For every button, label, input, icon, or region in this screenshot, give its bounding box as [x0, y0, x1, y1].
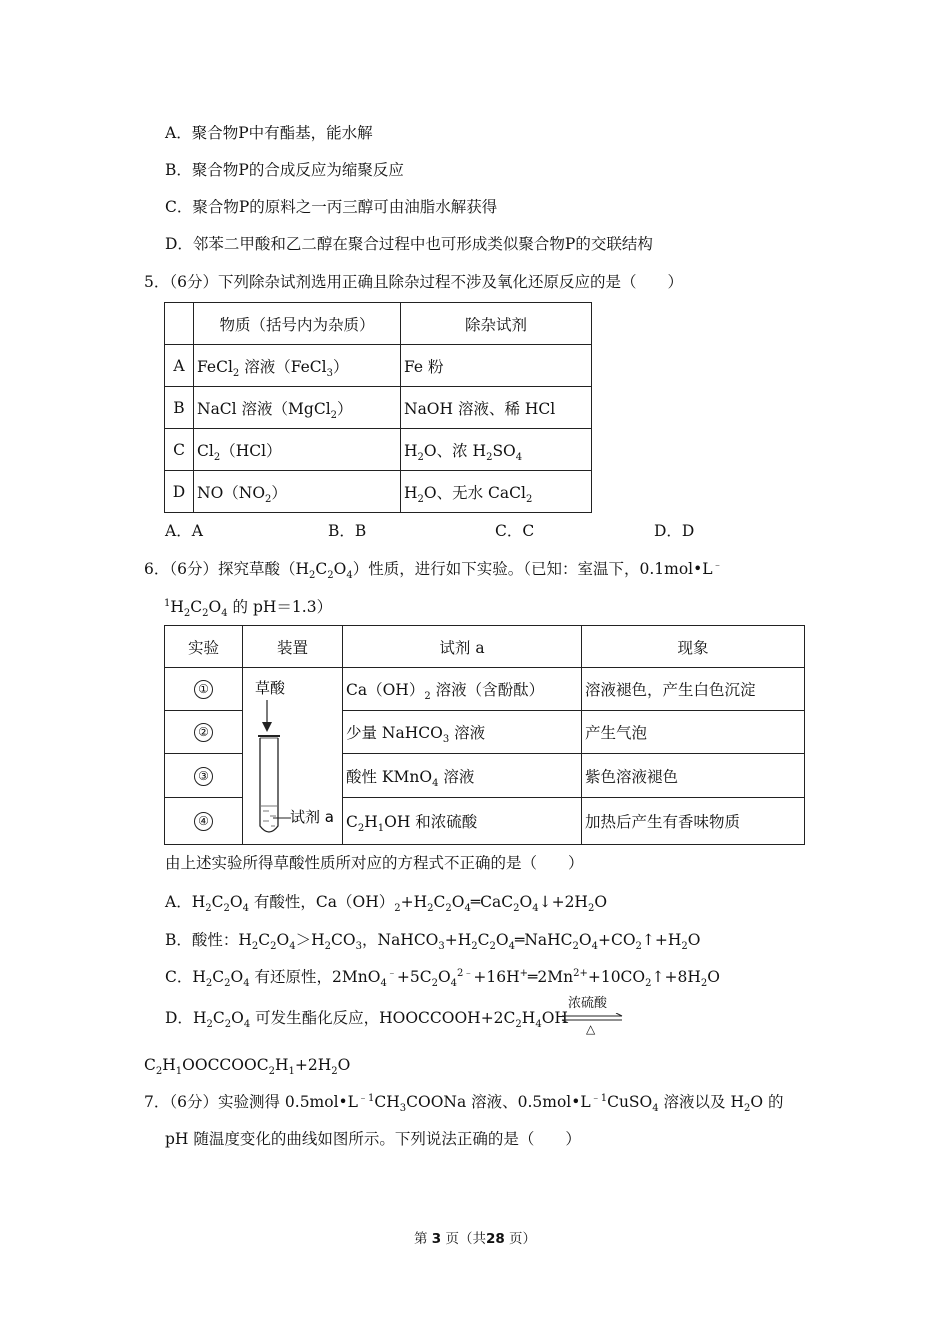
- q6-exp-number: ③: [194, 767, 213, 786]
- q6-reagent-2: 少量 NaHCO$_3$ 溶液: [343, 711, 582, 754]
- q5-table: [164, 302, 592, 513]
- q5-answer-c: C．C: [495, 522, 535, 540]
- q6-reagent-4: $C_2H_1OH$ 和浓硫酸: [343, 797, 582, 844]
- condition-conc-sulfuric: 浓硫酸: [568, 996, 608, 1011]
- q6-phenomenon-4: 加热后产生有香味物质: [582, 797, 805, 844]
- test-tube-apparatus: [243, 668, 341, 844]
- device-label-oxalic: 草酸: [255, 679, 286, 697]
- q6-option-d: D．$H_2C_2O_4$ 可发生酯化反应，$HOOCCOOH+2C_2H_4OH$: [165, 1009, 568, 1031]
- q5-answer-d: D．D: [654, 522, 695, 540]
- q5-answer-b: B．B: [328, 522, 367, 540]
- q6-stem-line2: $^1H_2C_2O_4$ 的 pH＝1.3）: [164, 597, 333, 620]
- q6-reagent-1: $Ca(OH)_2$ 溶液（含酚酞）: [343, 668, 582, 711]
- q5-answer-a: A．A: [165, 522, 203, 540]
- page-number: 3: [431, 1231, 442, 1247]
- q5-reagent-d: $H_2O$、无水 CaCl$_2$: [401, 471, 592, 513]
- q5-stem: 5．（6分）下列除杂试剂选用正确且除杂过程不涉及氧化还原反应的是（ ）: [144, 273, 683, 291]
- q6-header-exp: 实验: [165, 626, 243, 668]
- q5-row-letter: C: [165, 429, 194, 471]
- q6-option-c: C．$H_2C_2O_4$ 有还原性，$2MnO_4^﹣+5C_2O_4^{2﹣}+16H^+═2Mn^{2+}+10CO_2↑+8H_2O$: [165, 967, 720, 990]
- q5-row-b: [165, 387, 592, 429]
- page-total: 28: [485, 1231, 505, 1247]
- q5-reagent-c: $H_2O$、浓 $H_2SO_4$: [401, 429, 592, 471]
- q6-question: 由上述实验所得草酸性质所对应的方程式不正确的是（ ）: [165, 854, 584, 872]
- q6-device-cell: [243, 668, 343, 845]
- q5-row-d: [165, 471, 592, 513]
- q4-option-d: D．邻苯二甲酸和乙二醇在聚合过程中也可形成类似聚合物P的交联结构: [165, 235, 653, 253]
- condition-heat: △: [586, 1022, 596, 1036]
- q4-option-c: C．聚合物P的原料之一丙三醇可由油脂水解获得: [165, 198, 498, 216]
- q6-header-reagent: 试剂 a: [343, 626, 582, 668]
- q6-phenomenon-1: 溶液褪色，产生白色沉淀: [582, 668, 805, 711]
- q6-stem-line1: 6．（6分）探究草酸$(H_2C_2O_4)$性质，进行如下实验。（已知：室温下，0.1mol•L﹣: [144, 559, 723, 582]
- q6-row-1: [165, 668, 805, 711]
- q4-option-b: B．聚合物P的合成反应为缩聚反应: [165, 161, 404, 179]
- q6-table: [164, 625, 805, 845]
- q6-exp-number: ①: [194, 680, 213, 699]
- q5-row-a: [165, 345, 592, 387]
- q5-header-substance: 物质（括号内为杂质）: [194, 303, 401, 345]
- device-label-reagent: 试剂 a: [290, 808, 334, 826]
- q6-exp-number: ②: [194, 723, 213, 742]
- q4-option-a: A．聚合物P中有酯基，能水解: [165, 124, 373, 142]
- q6-reagent-3: 酸性 KMnO$_4$ 溶液: [343, 754, 582, 797]
- q5-header-reagent: 除杂试剂: [401, 303, 592, 345]
- q6-option-a: A．$H_2C_2O_4$ 有酸性，$Ca(OH)_2+H_2C_2O_4═CaC_2O_4↓+2H_2O$: [165, 893, 608, 915]
- q6-phenomenon-3: 紫色溶液褪色: [582, 754, 805, 797]
- q6-option-b: B．酸性：$H_2C_2O_4>H_2CO_3$，$NaHCO_3+H_2C_2O_4═NaHC_2O_4+CO_2↑+H_2O$: [165, 931, 701, 953]
- q5-substance-c: $Cl_2(HCl)$: [194, 429, 401, 471]
- q6-header-device: 装置: [243, 626, 343, 668]
- q5-substance-d: $NO(NO_2)$: [194, 471, 401, 513]
- q5-row-letter: A: [165, 345, 194, 387]
- q5-row-c: [165, 429, 592, 471]
- q5-row-letter: B: [165, 387, 194, 429]
- q6-option-d-products: $C_2H_1OOCCOOC_2H_1+2H_2O$: [144, 1056, 351, 1078]
- q7-stem-line1: 7．（6分）实验测得 $0.5mol•L^{﹣1}CH_3COONa$ 溶液、$0.5mol•L^{﹣1}CuSO_4$ 溶液以及 $H_2O$ 的: [144, 1092, 784, 1115]
- q5-substance-b: NaCl 溶液（MgCl$_2$）: [194, 387, 401, 429]
- q5-substance-a: FeCl$_2$ 溶液（FeCl$_3$）: [194, 345, 401, 387]
- q6-header-phenomenon: 现象: [582, 626, 805, 668]
- q6-exp-number: ④: [194, 812, 213, 831]
- page-footer: 第 3 页（共28 页）: [413, 1231, 537, 1247]
- q5-reagent-b: NaOH 溶液、稀 HCl: [401, 387, 592, 429]
- q5-reagent-a: Fe 粉: [401, 345, 592, 387]
- q7-stem-line2: pH 随温度变化的曲线如图所示。下列说法正确的是（ ）: [165, 1130, 581, 1148]
- q5-row-letter: D: [165, 471, 194, 513]
- reaction-condition-arrow: [558, 996, 626, 1040]
- q6-phenomenon-2: 产生气泡: [582, 711, 805, 754]
